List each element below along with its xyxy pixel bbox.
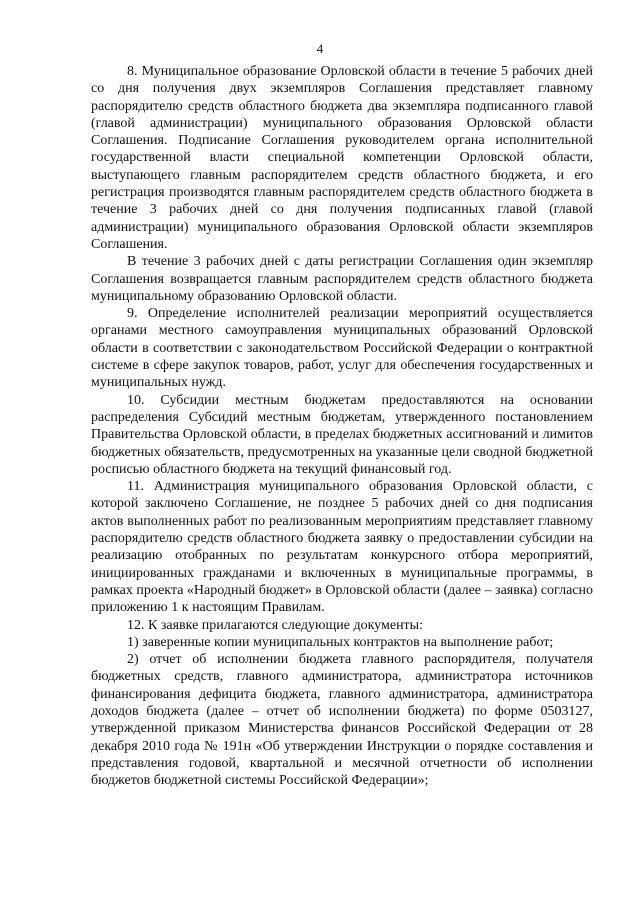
paragraph-8: 8. Муниципальное образование Орловской области в течение 5 рабочих дней со дня получения двух экземпляров Соглашения представляет главному распорядителю средств областного бюджета два экземпляра подписанного главой (главой администрации) муниципального образования Орловской области Соглашения. Подписание Соглашения руководителем органа исполнительной государственной власти специальной компетенции Орловской области, выступающего главным распорядителем средств областного бюджета, и его регистрация производятся главным распорядителем средств областного бюджета в течение 3 рабочих дней со дня получения подписанных главой (главой администрации) муниципального образования Орловской области экземпляров Соглашения.	[91, 64, 593, 252]
document-body	[91, 63, 593, 789]
paragraph-8-continuation: В течение 3 рабочих дней с даты регистрации Соглашения один экземпляр Соглашения возвращается главным распорядителем средств областного бюджета муниципальному образованию Орловской области.	[91, 254, 593, 304]
paragraph-10: 10. Субсидии местным бюджетам предоставляются на основании распределения Субсидий местным бюджетам, утвержденного постановлением Правительства Орловской области, в пределах бюджетных ассигнований и лимитов бюджетных обязательств, предусмотренных на указанные цели сводной бюджетной росписью областного бюджета на текущий финансовый год.	[91, 392, 593, 477]
list-item-1: 1) заверенные копии муниципальных контрактов на выполнение работ;	[127, 634, 554, 650]
paragraph-9: 9. Определение исполнителей реализации мероприятий осуществляется органами местного самоуправления муниципальных образований Орловской области в соответствии с законодательством Российской Федерации о контрактной системе в сфере закупок товаров, работ, услуг для обеспечения государственных и муниципальных нужд.	[91, 306, 593, 391]
paragraph-11: 11. Администрация муниципального образования Орловской области, с которой заключено Соглашение, не позднее 5 рабочих дней со дня подписания актов выполненных работ по реализованным мероприятиям представляет главному распорядителю средств областного бюджета заявку о предоставлении субсидии на реализацию отобранных по результатам конкурсного отбора мероприятий, инициированных гражданами и включенных в муниципальные программы, в рамках проекта «Народный бюджет» в Орловской области (далее – заявка) согласно приложению 1 к настоящим Правилам.	[91, 479, 593, 616]
page-number: 4	[316, 41, 324, 56]
paragraph-12: 12. К заявке прилагаются следующие документы:	[127, 617, 423, 633]
list-item-2: 2) отчет об исполнении бюджета главного распорядителя, получателя бюджетных средств, главного администратора, администратора источников финансирования дефицита бюджета, главного администратора, администратора доходов бюджета (далее – отчет об исполнении бюджета) по форме 0503127, утвержденной приказом Министерства финансов Российской Федерации от 28 декабря 2010 года № 191н «Об утверждении Инструкции о порядке составления и представления годовой, квартальной и месячной отчетности об исполнении бюджетов бюджетной системы Российской Федерации»;	[91, 652, 593, 789]
